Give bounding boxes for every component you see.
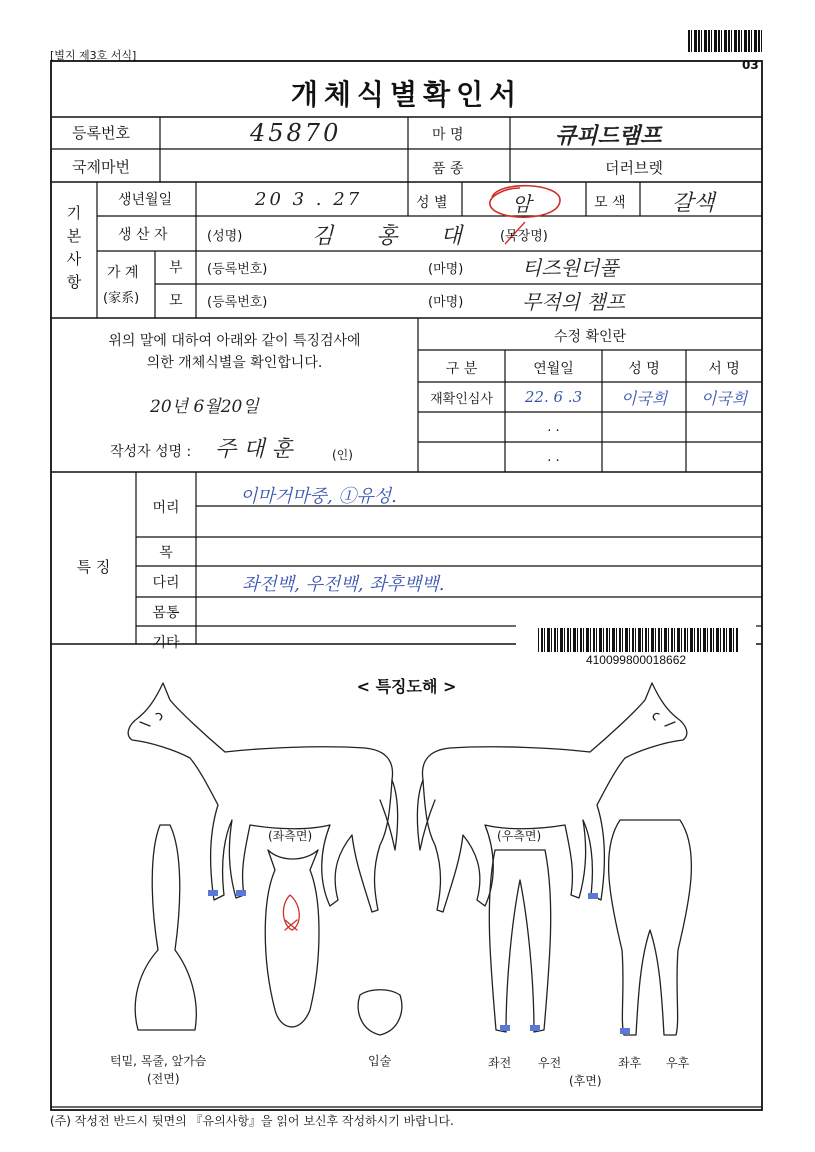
birth-value: 20 3 . 27 xyxy=(255,189,363,210)
rear-right-caption: 우후 xyxy=(666,1056,690,1070)
revision-title: 수정 확인란 xyxy=(553,329,627,345)
page-number: 03 xyxy=(742,58,759,72)
writer-value: 주 대 훈 xyxy=(215,437,293,462)
front-legs-drawing xyxy=(489,850,550,1032)
revision-row1-name: 이국희 xyxy=(620,389,668,408)
form-number: [별지 제3호 서식] xyxy=(50,49,137,62)
birth-label: 생년월일 xyxy=(118,192,173,208)
revision-col-date: 연월일 xyxy=(533,361,574,377)
document-title: 개체식별확인서 xyxy=(290,78,523,111)
basic-char-3: 사 xyxy=(66,250,82,268)
statement-line-2: 의한 개체식별을 확인합니다. xyxy=(146,355,323,371)
front-caption: 턱밑, 목줄, 앞가슴 xyxy=(110,1054,207,1068)
features-section-label: 특 징 xyxy=(76,558,111,576)
revision-row1-sign: 이국희 xyxy=(700,389,748,408)
etc-label: 기타 xyxy=(152,635,180,651)
producer-label: 생 산 자 xyxy=(118,227,168,243)
front-chest-drawing xyxy=(135,825,196,1030)
sex-label: 성 별 xyxy=(416,195,448,211)
rear-view-drawing xyxy=(609,820,692,1035)
color-label: 모 색 xyxy=(594,195,626,211)
barcode-number: 410099800018662 xyxy=(585,653,687,667)
basic-char-4: 항 xyxy=(66,273,82,291)
sire-reg-label: (등록번호) xyxy=(207,262,268,277)
statement-line-1: 위의 말에 대하여 아래와 같이 특징검사에 xyxy=(108,333,361,349)
revision-row3-date: . . xyxy=(547,450,560,465)
producer-name-value: 김 홍 대 xyxy=(312,224,480,249)
diagram-title: < 특징도해 > xyxy=(356,677,457,696)
right-side-label: (우측면) xyxy=(497,829,542,843)
revision-row1-date: 22. 6 .3 xyxy=(524,388,583,406)
sex-value: 암 xyxy=(512,192,532,216)
pedigree-hanja: (家系) xyxy=(103,291,140,306)
front-right-caption: 우전 xyxy=(538,1056,562,1070)
breed-value: 더러브렛 xyxy=(605,159,663,177)
lips-drawing xyxy=(358,990,402,1035)
revision-row1-type: 재확인심사 xyxy=(430,392,493,407)
seal-label: (인) xyxy=(332,448,353,462)
revision-col-name: 성 명 xyxy=(628,361,660,377)
reg-no-value: 45870 xyxy=(250,119,342,147)
body-label: 몸통 xyxy=(152,605,180,621)
sire-name-value: 티즈원더풀 xyxy=(522,256,619,280)
producer-name-label: (성명) xyxy=(207,229,243,244)
front-caption-2: (전면) xyxy=(147,1072,180,1086)
ranch-label: (목장명) xyxy=(500,229,548,244)
horse-name-value: 큐피드램프 xyxy=(555,123,662,149)
dam-name-value: 무적의 챔프 xyxy=(522,290,625,314)
front-left-caption: 좌전 xyxy=(488,1056,512,1070)
color-value: 갈색 xyxy=(672,191,715,216)
dam-reg-label: (등록번호) xyxy=(207,295,268,310)
reg-no-label: 등록번호 xyxy=(72,124,130,142)
sire-label: 부 xyxy=(169,260,183,276)
horse-name-label: 마 명 xyxy=(432,127,464,143)
footer-note: (주) 작성전 반드시 뒷면의 『유의사항』을 읽어 보신후 작성하시기 바랍니다. xyxy=(50,1114,454,1128)
basic-char-1: 기 xyxy=(66,204,82,222)
legs-label: 다리 xyxy=(152,575,180,591)
dam-label: 모 xyxy=(169,293,183,309)
sire-name-label: (마명) xyxy=(428,262,464,277)
revision-col-sign: 서 명 xyxy=(708,361,740,377)
dam-name-label: (마명) xyxy=(428,295,464,310)
revision-col-type: 구 분 xyxy=(445,361,478,377)
head-front-drawing xyxy=(265,850,319,1027)
head-value: 이마거마중, ①유성. xyxy=(240,486,397,507)
legs-value: 좌전백, 우전백, 좌후백백. xyxy=(242,574,445,595)
writer-label: 작성자 성명 : xyxy=(110,444,192,460)
rear-left-caption: 좌후 xyxy=(618,1056,642,1070)
lips-caption: 입술 xyxy=(368,1054,392,1068)
basic-char-2: 본 xyxy=(66,227,82,245)
confirmation-date: 20년 6월20일 xyxy=(150,397,259,417)
left-side-horse-drawing xyxy=(128,683,397,912)
revision-row2-date: . . xyxy=(547,420,560,435)
head-label: 머리 xyxy=(152,500,180,516)
pedigree-label: 가 계 xyxy=(107,265,139,281)
left-side-label: (좌측면) xyxy=(268,829,313,843)
right-side-horse-drawing xyxy=(417,683,686,912)
neck-label: 목 xyxy=(159,545,173,561)
intl-no-label: 국제마번 xyxy=(72,158,130,176)
rear-caption: (후면) xyxy=(569,1074,602,1088)
breed-label: 품 종 xyxy=(432,161,464,177)
